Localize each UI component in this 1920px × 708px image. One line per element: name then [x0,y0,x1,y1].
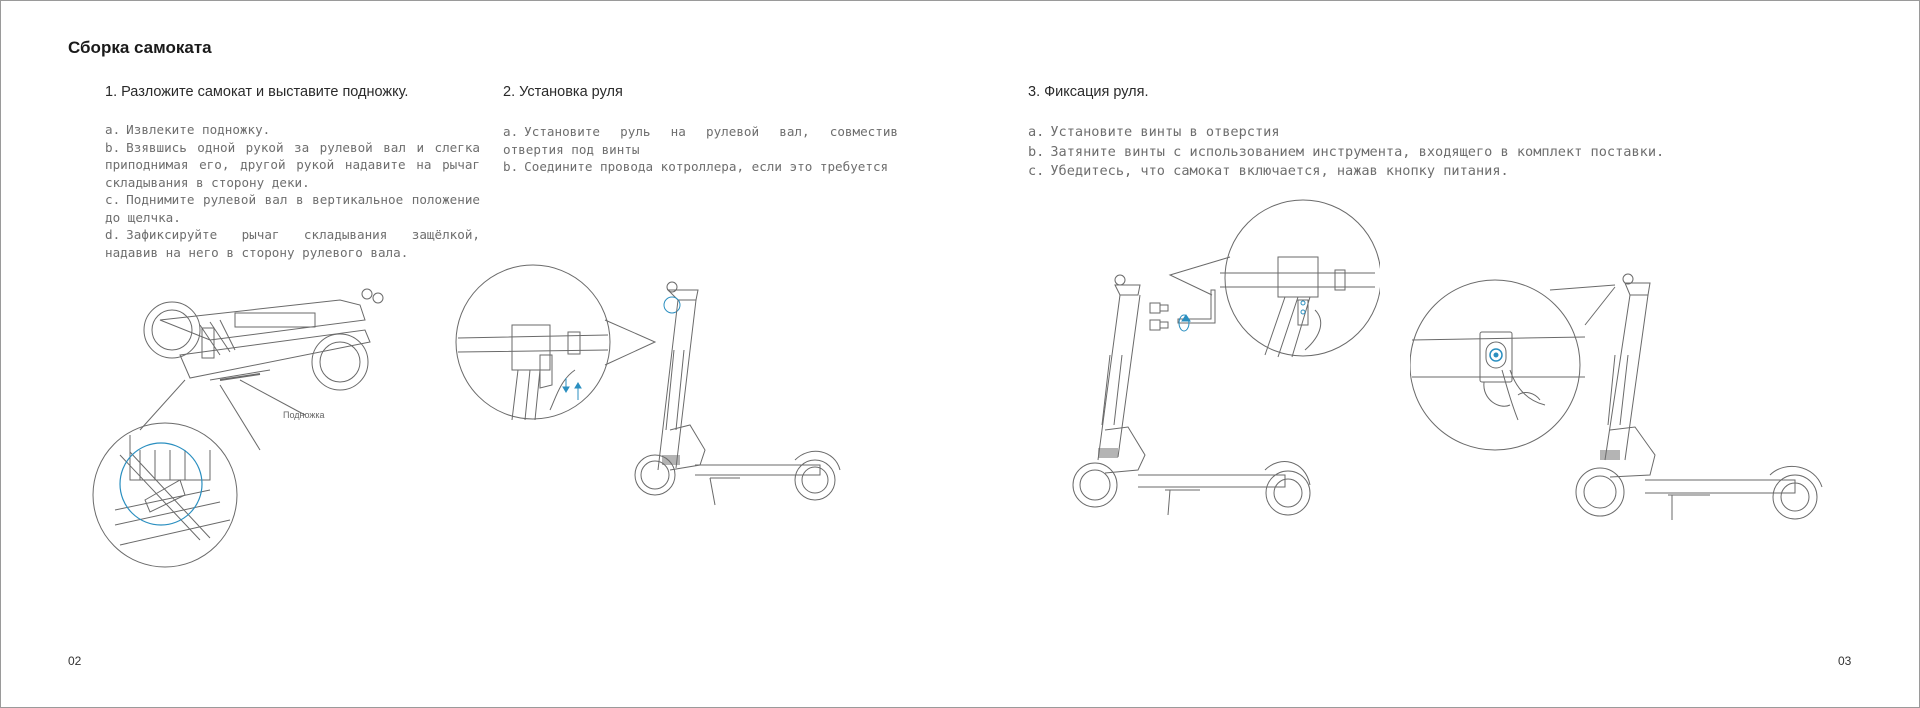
step-1-item-c: c. Поднимите рулевой вал в вертикальное положение до щелчка. [105,192,480,225]
handlebar-install-illustration [440,260,860,510]
step-2-item-b: b. Соедините провода котроллера, если это требуется [503,159,889,174]
page-number-right: 03 [1838,654,1852,668]
step-1-item-d: d. Зафиксируйте рычаг складывания защёлкой, надавив на него в сторону рулевого вала. [105,227,480,260]
kickstand-label: Подножка [283,410,325,420]
step-2-item-a: a. Установите руль на рулевой вал, совместив отвертия под винты [503,124,898,157]
step-3-item-b: b. Затяните винты с использованием инструмента, входящего в комплект поставки. [1028,143,1665,160]
step-3-instructions [1028,123,1728,182]
step-1-instructions [105,121,480,261]
step-2-heading: 2. Установка руля [503,84,623,100]
power-button-illustration [1410,265,1830,525]
folded-scooter-kickstand-illustration [60,280,410,570]
step-1-heading: 1. Разложите самокат и выставите подножку. [105,84,409,100]
page-title: Сборка самоката [68,38,212,57]
step-1-item-a: a. Извлеките подножку. [105,122,271,137]
step-3-item-a: a. Установите винты в отверстия [1028,124,1280,140]
step-3-item-c: c. Убедитесь, что самокат включается, нажав кнопку питания. [1028,163,1509,179]
page-number-left: 02 [68,654,82,668]
step-3-heading: 3. Фиксация руля. [1028,84,1149,100]
step-2-instructions [503,123,898,176]
screw-fixing-illustration [1060,195,1380,525]
step-1-item-b: b. Взявшись одной рукой за рулевой вал и слегка приподнимая его, другой рукой надавите на рычаг складывания в сторону деки. [105,139,480,190]
